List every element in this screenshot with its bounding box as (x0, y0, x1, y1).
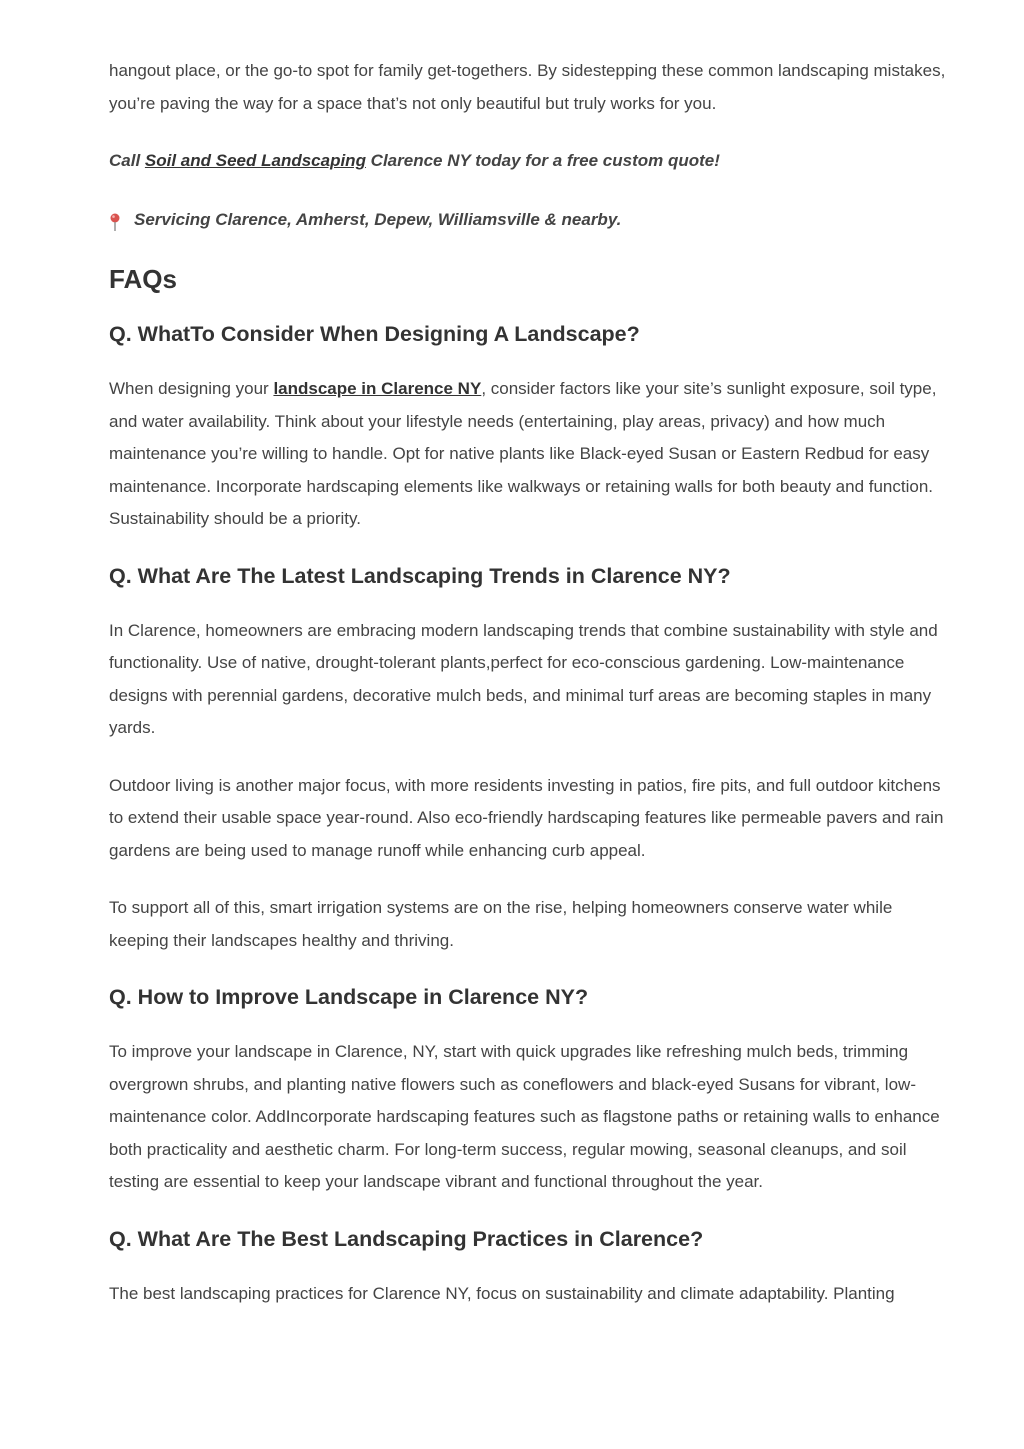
faq-question-4: Q. What Are The Best Landscaping Practices in Clarence? (109, 1226, 704, 1251)
faq-question-3: Q. How to Improve Landscape in Clarence NY? (109, 985, 589, 1009)
faq-answer-3: To improve your landscape in Clarence, NY, start with quick upgrades like refreshing mulch beds, trimming overgrown shrubs, and planting native flowers such as coneflowers and black-eyed Susans for vibrant, low-maintenance color. AddIncorporate hardscaping features such as flagstone paths or retaining walls to enhance both practicality and aesthetic charm. For long-term success, regular mowing, seasonal cleanups, and soil testing are essential to keep your landscape vibrant and functional throughout the year. (109, 1042, 940, 1191)
call-to-action (109, 145, 949, 178)
service-area (109, 204, 949, 237)
landscape-in-clarence-link[interactable]: landscape in Clarence NY (273, 379, 482, 398)
faq-answer-2-paragraph-3: To support all of this, smart irrigation systems are on the rise, helping homeowners conserve water while keeping their landscapes healthy and thriving. (109, 898, 893, 950)
document-page (109, 55, 949, 1335)
soil-and-seed-link[interactable]: Soil and Seed Landscaping (144, 151, 366, 170)
faqs-heading: FAQs (109, 264, 177, 294)
faq-question-1: Q. WhatTo Consider When Designing A Landscape? (109, 322, 640, 346)
faq-answer-4: The best landscaping practices for Clarence NY, focus on sustainability and climate adaptability. Planting (109, 1283, 895, 1303)
cta-text-before: Call (109, 151, 145, 170)
faq-answer-1-before: When designing your (109, 379, 274, 398)
faq-question-2: Q. What Are The Latest Landscaping Trends in Clarence NY? (109, 563, 731, 588)
faq-answer-1 (109, 373, 949, 536)
intro-paragraph: hangout place, or the go-to spot for family get-togethers. By sidestepping these common landscaping mistakes, you’re paving the way for a space that’s not only beautiful but truly works for you. (109, 61, 946, 113)
faq-answer-1-after: , consider factors like your site’s sunlight exposure, soil type, and water availability. Think about your lifestyle needs (entertaining, play areas, privacy) and how much maintenance you’re willing to handle. Opt for native plants like Black-eyed Susan or Eastern Redbud for easy maintenance. Incorporate hardscaping elements like walkways or retaining walls for both beauty and function. Sustainability should be a priority. (109, 379, 937, 528)
service-area-text: Servicing Clarence, Amherst, Depew, Williamsville & nearby. (134, 209, 622, 229)
cta-text-after: Clarence NY today for a free custom quote! (365, 151, 720, 170)
faq-answer-2-paragraph-2: Outdoor living is another major focus, with more residents investing in patios, fire pits, and full outdoor kitchens to extend their usable space year-round. Also eco-friendly hardscaping features like permeable pavers and rain gardens are being used to manage runoff while enhancing curb appeal. (109, 775, 944, 860)
faq-answer-2-paragraph-1: In Clarence, homeowners are embracing modern landscaping trends that combine sustainability with style and functionality. Use of native, drought-tolerant plants,perfect for eco-conscious gardening. Low-maintenance designs with perennial gardens, decorative mulch beds, and minimal turf areas are becoming staples in many yards. (109, 620, 938, 737)
pin-icon (109, 210, 121, 228)
